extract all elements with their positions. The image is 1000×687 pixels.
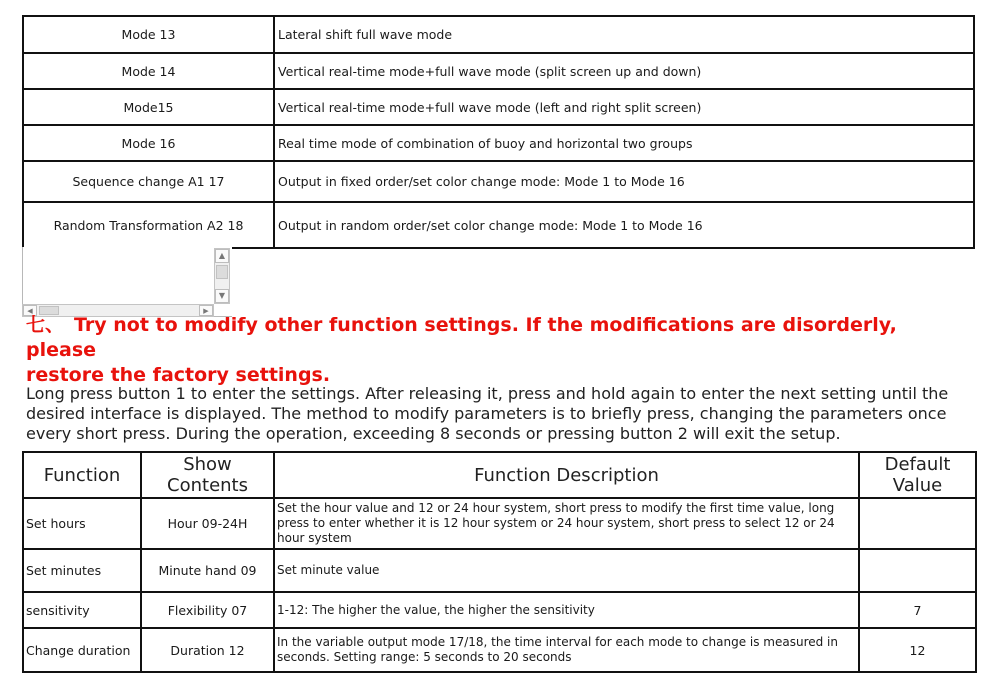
- function-cell: sensitivity: [23, 592, 141, 628]
- scroll-down-icon[interactable]: ▼: [215, 289, 229, 303]
- show-contents-cell: Minute hand 09: [141, 549, 274, 592]
- default-value-cell: [859, 498, 976, 549]
- mode-cell: Mode 13: [23, 16, 274, 53]
- table-row: [23, 16, 974, 53]
- vertical-scrollbar[interactable]: [214, 248, 230, 304]
- section-marker: 七、: [26, 314, 65, 336]
- header-function-description: Function Description: [274, 452, 859, 498]
- instructions-paragraph: Long press button 1 to enter the settings. After releasing it, press and hold again to enter the next setting until the desired interface is displayed. The method to modify parameters is to briefly press, changing the parameters once every short press. During the operation, exceeding 8 seconds or pressing button 2 will exit the setup.: [26, 384, 949, 443]
- scroll-right-icon[interactable]: ▶: [199, 305, 213, 316]
- table-row: [23, 89, 974, 125]
- table-row: [23, 628, 976, 672]
- function-cell: Change duration: [23, 628, 141, 672]
- description-cell: Set minute value: [274, 549, 859, 592]
- function-cell: Set hours: [23, 498, 141, 549]
- table-row: [23, 498, 976, 549]
- mode-description-cell: Vertical real-time mode+full wave mode (split screen up and down): [274, 53, 974, 89]
- function-cell: Set minutes: [23, 549, 141, 592]
- table-row: [23, 125, 974, 161]
- warning-heading: [26, 313, 956, 388]
- table-row: [23, 202, 974, 248]
- mode-description-cell: Output in random order/set color change mode: Mode 1 to Mode 16: [274, 202, 974, 248]
- scroll-left-icon[interactable]: ◀: [23, 305, 37, 316]
- mode-cell: Mode15: [23, 89, 274, 125]
- description-cell: In the variable output mode 17/18, the time interval for each mode to change is measured in seconds. Setting range: 5 seconds to 20 seconds: [274, 628, 859, 672]
- warning-line-1: Try not to modify other function settings. If the modifications are disorderly, please: [26, 314, 897, 361]
- description-cell: Set the hour value and 12 or 24 hour system, short press to modify the first time value, long press to enter whether it is 12 hour system or 24 hour system, short press to select 12 or 24 hour system: [274, 498, 859, 549]
- mode-cell: Random Transformation A2 18: [23, 202, 274, 248]
- table-row: [23, 53, 974, 89]
- header-function: Function: [23, 452, 141, 498]
- mode-description-cell: Real time mode of combination of buoy and horizontal two groups: [274, 125, 974, 161]
- description-cell: 1-12: The higher the value, the higher the sensitivity: [274, 592, 859, 628]
- mode-description-cell: Vertical real-time mode+full wave mode (left and right split screen): [274, 89, 974, 125]
- show-contents-cell: Hour 09-24H: [141, 498, 274, 549]
- mode-cell: Mode 14: [23, 53, 274, 89]
- table-row: [23, 592, 976, 628]
- table-row: [23, 161, 974, 202]
- warning-line-2: restore the factory settings.: [26, 364, 331, 386]
- mode-cell: Sequence change A1 17: [23, 161, 274, 202]
- default-value-cell: 12: [859, 628, 976, 672]
- header-default-value: Default Value: [859, 452, 976, 498]
- function-table: [22, 451, 977, 673]
- table-row: [23, 549, 976, 592]
- mode-description-cell: Output in fixed order/set color change mode: Mode 1 to Mode 16: [274, 161, 974, 202]
- table-header-row: [23, 452, 976, 498]
- default-value-cell: [859, 549, 976, 592]
- scrollbar-thumb[interactable]: [216, 265, 228, 279]
- scroll-up-icon[interactable]: ▲: [215, 249, 229, 263]
- show-contents-cell: Flexibility 07: [141, 592, 274, 628]
- mode-cell: Mode 16: [23, 125, 274, 161]
- mode-table: [22, 15, 975, 249]
- mode-description-cell: Lateral shift full wave mode: [274, 16, 974, 53]
- default-value-cell: 7: [859, 592, 976, 628]
- header-show-contents: Show Contents: [141, 452, 274, 498]
- show-contents-cell: Duration 12: [141, 628, 274, 672]
